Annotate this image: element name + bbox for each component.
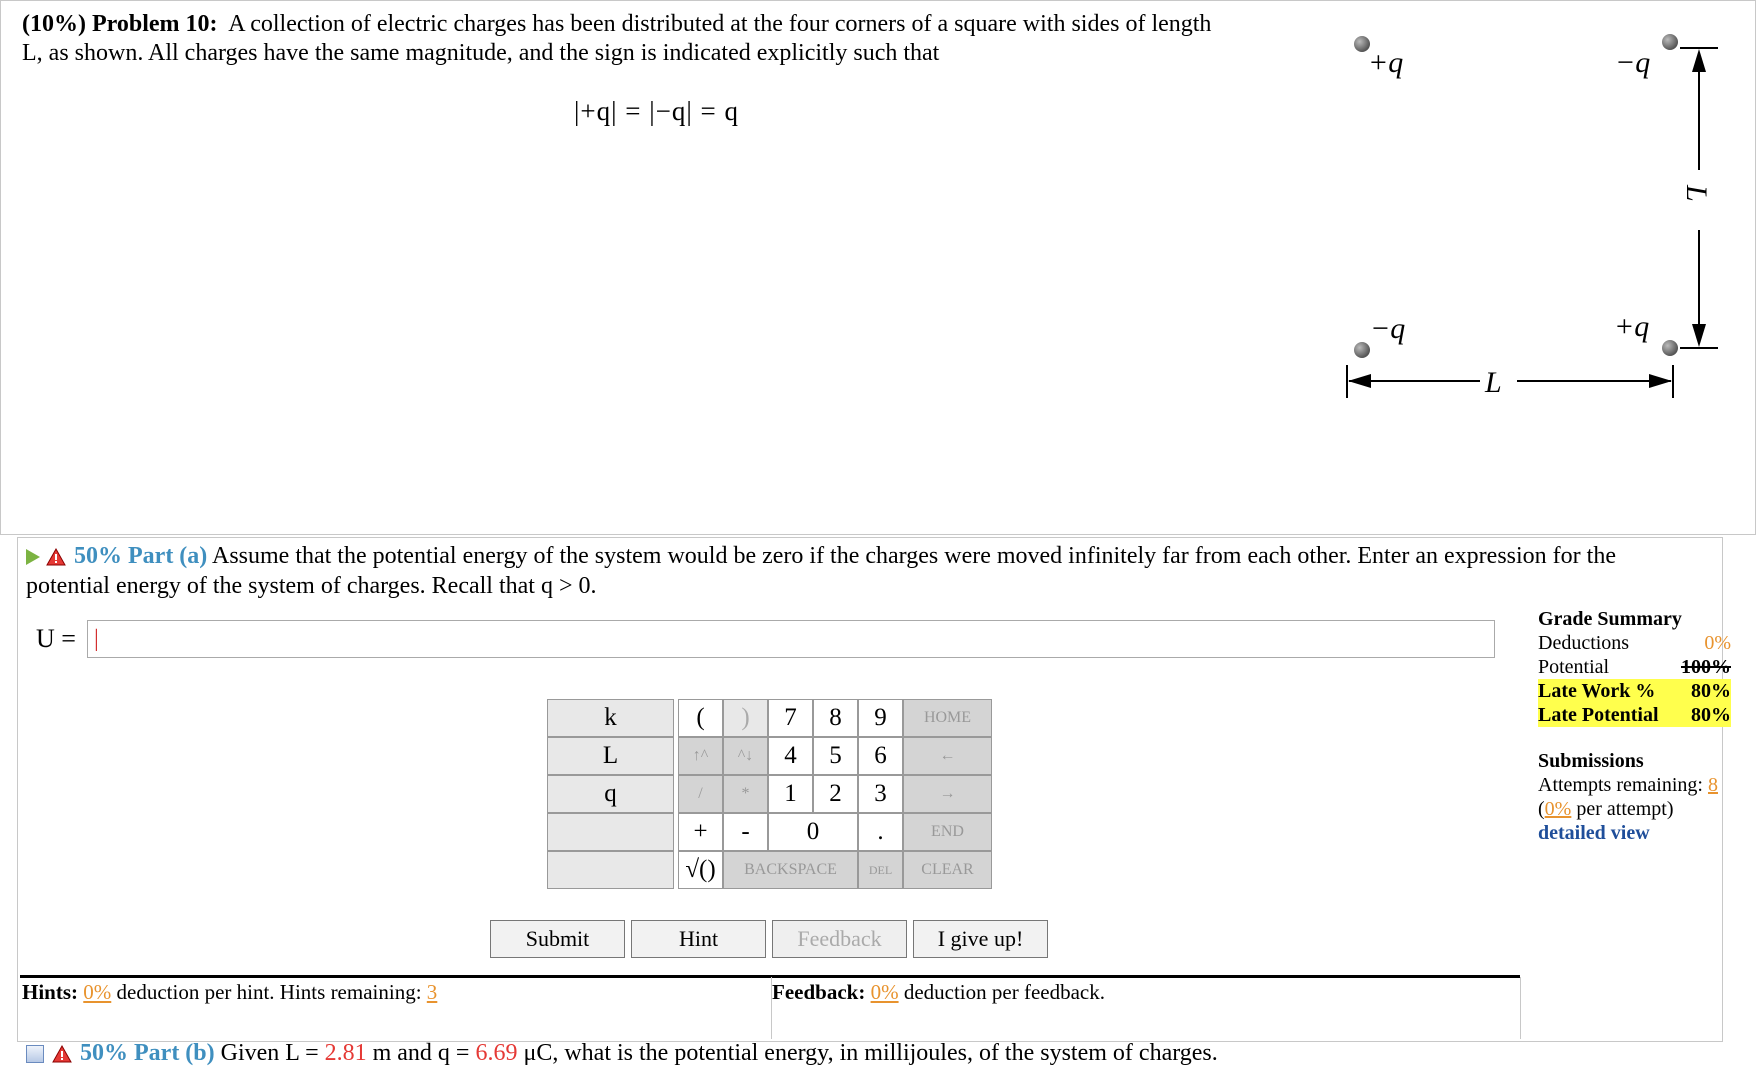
submit-button[interactable]: Submit [490, 920, 625, 958]
key-end[interactable]: END [903, 813, 992, 851]
key-minus[interactable]: - [723, 813, 768, 851]
hint-button[interactable]: Hint [631, 920, 766, 958]
hints-separator-right [1520, 977, 1521, 1039]
part-b-pct: 50% [80, 1040, 128, 1066]
key-up-caret[interactable]: ↑^ [678, 737, 723, 775]
key-5[interactable]: 5 [813, 737, 858, 775]
key-6[interactable]: 6 [858, 737, 903, 775]
part-b-t2: m and q = [372, 1040, 470, 1066]
label-bottom-L: L [1485, 366, 1502, 399]
feedback-label: Feedback: [772, 980, 866, 1004]
part-a-prompt [26, 541, 1754, 601]
grade-late-work-row [1538, 679, 1731, 703]
answer-var-label: U = [36, 624, 76, 653]
key-4[interactable]: 4 [768, 737, 813, 775]
key-right-arrow[interactable]: → [903, 775, 992, 813]
late-potential-label: Late Potential [1538, 704, 1659, 726]
label-top-left: +q [1368, 46, 1404, 79]
key-divide[interactable]: / [678, 775, 723, 813]
charge-bottom-left [1354, 342, 1370, 358]
label-bottom-left: −q [1370, 312, 1406, 345]
key-left-arrow[interactable]: ← [903, 737, 992, 775]
charge-bottom-right [1662, 340, 1678, 356]
detailed-view-link[interactable]: detailed view [1538, 822, 1650, 844]
key-1[interactable]: 1 [768, 775, 813, 813]
grade-potential-row [1538, 655, 1731, 679]
per-attempt-row: (0% per attempt) [1538, 798, 1674, 820]
grade-deductions-row [1538, 631, 1731, 655]
part-a-text1: Assume that the potential energy of the system would be zero if the charges were moved infinitely far from each other. Enter an expression for the [211, 543, 1616, 569]
key-var-k[interactable]: k [547, 699, 674, 737]
key-del[interactable]: DEL [858, 851, 903, 889]
hints-info [22, 980, 437, 1005]
part-a-pct: 50% [74, 543, 122, 569]
deductions-value: 0% [1704, 632, 1731, 654]
play-icon[interactable] [26, 549, 40, 565]
warning-icon [46, 548, 66, 566]
attempts-value: 8 [1707, 774, 1718, 796]
key-home[interactable]: HOME [903, 699, 992, 737]
feedback-info [772, 980, 1105, 1005]
potential-label: Potential [1538, 656, 1610, 678]
key-2[interactable]: 2 [813, 775, 858, 813]
key-decimal[interactable]: . [858, 813, 903, 851]
part-b-q-value: 6.69 [475, 1040, 518, 1066]
key-paren-close[interactable]: ) [723, 699, 768, 737]
problem-label: (10%) Problem 10: [22, 11, 218, 37]
deductions-label: Deductions [1538, 632, 1630, 654]
grade-late-potential-row [1538, 703, 1731, 727]
charge-top-right [1662, 34, 1678, 50]
expand-icon[interactable] [26, 1045, 44, 1063]
key-9[interactable]: 9 [858, 699, 903, 737]
key-backspace[interactable]: BACKSPACE [723, 851, 858, 889]
label-bottom-right: +q [1614, 310, 1650, 343]
key-empty-1 [547, 813, 674, 851]
key-plus[interactable]: + [678, 813, 723, 851]
hints-pct: 0% [83, 980, 112, 1004]
key-sqrt[interactable]: √() [678, 851, 723, 889]
hints-label: Hints: [22, 980, 79, 1004]
part-b-L-value: 2.81 [324, 1040, 367, 1066]
hints-text: deduction per hint. Hints remaining: [116, 980, 422, 1004]
problem-line2: L, as shown. All charges have the same magnitude, and the sign is indicated explicitly such that [22, 40, 940, 66]
give-up-button[interactable]: I give up! [913, 920, 1048, 958]
label-side-L: L [1680, 185, 1713, 202]
late-work-value: 80% [1691, 680, 1731, 702]
key-3[interactable]: 3 [858, 775, 903, 813]
per-attempt-pct: 0% [1544, 798, 1572, 820]
key-paren-open[interactable]: ( [678, 699, 723, 737]
potential-value: 100% [1681, 656, 1731, 678]
key-0[interactable]: 0 [768, 813, 858, 851]
part-a-label: Part (a) [128, 543, 208, 569]
part-b-prompt [26, 1040, 1746, 1067]
grade-summary [1538, 607, 1731, 845]
submissions-title: Submissions [1538, 750, 1644, 772]
key-7[interactable]: 7 [768, 699, 813, 737]
key-var-q[interactable]: q [547, 775, 674, 813]
problem-line1: A collection of electric charges has been distributed at the four corners of a square with sides of length [228, 11, 1212, 37]
key-8[interactable]: 8 [813, 699, 858, 737]
problem-statement [22, 10, 1322, 68]
label-top-right: −q [1615, 46, 1651, 79]
attempts-label: Attempts remaining: [1538, 774, 1703, 796]
key-var-L[interactable]: L [547, 737, 674, 775]
key-clear[interactable]: CLEAR [903, 851, 992, 889]
feedback-pct: 0% [870, 980, 899, 1004]
part-b-t1: Given L = [220, 1040, 319, 1066]
late-potential-value: 80% [1691, 704, 1731, 726]
per-attempt-text: per attempt) [1576, 798, 1674, 820]
hints-divider [20, 975, 1520, 978]
charge-diagram [1335, 20, 1745, 420]
attempts-row [1538, 773, 1731, 797]
hints-remaining: 3 [426, 980, 438, 1004]
late-work-label: Late Work % [1538, 680, 1656, 702]
key-down-caret[interactable]: ^↓ [723, 737, 768, 775]
answer-input[interactable]: | [87, 620, 1495, 658]
grade-title: Grade Summary [1538, 608, 1682, 630]
key-empty-2 [547, 851, 674, 889]
key-multiply[interactable]: * [723, 775, 768, 813]
feedback-button[interactable]: Feedback [772, 920, 907, 958]
part-a-text2: potential energy of the system of charges. Recall that q > 0. [26, 573, 597, 599]
part-b-t3: μC, what is the potential energy, in millijoules, of the system of charges. [523, 1040, 1218, 1066]
part-b-label: Part (b) [134, 1040, 215, 1066]
feedback-text: deduction per feedback. [903, 980, 1105, 1004]
magnitude-equation: |+q| = |−q| = q [574, 96, 740, 126]
warning-icon-b [52, 1045, 72, 1063]
